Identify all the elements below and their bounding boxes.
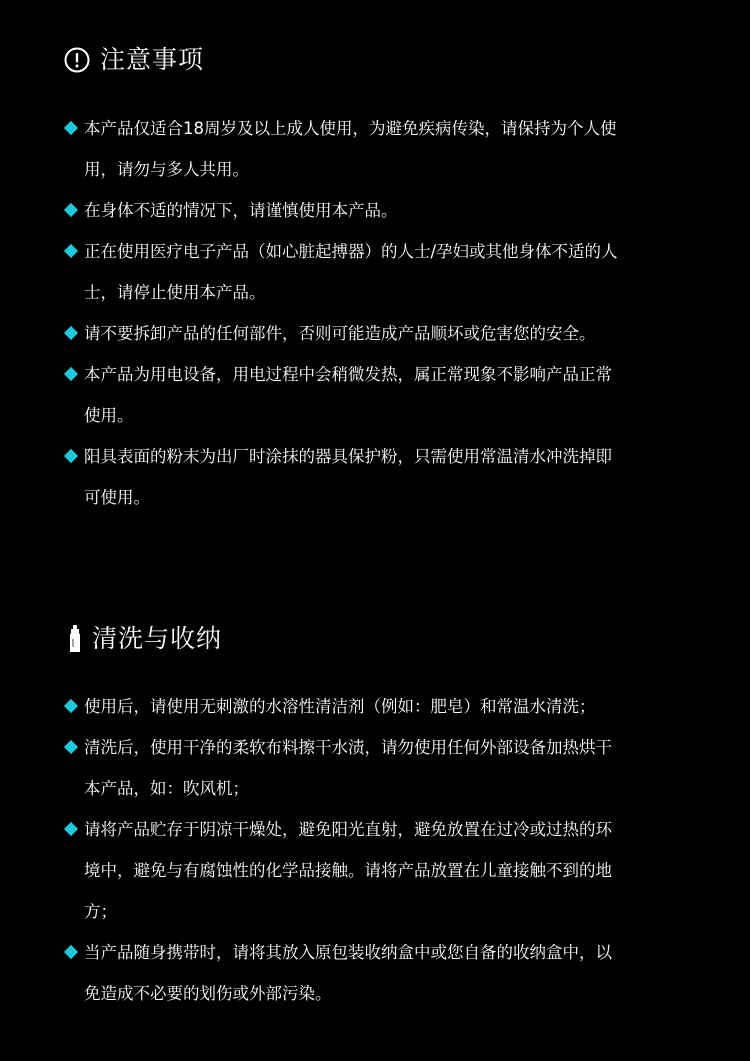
list-item (64, 932, 694, 1014)
diamond-bullet-icon (64, 203, 78, 217)
diamond-bullet-icon (64, 740, 78, 754)
diamond-bullet-icon (64, 244, 78, 258)
list-item (64, 727, 694, 809)
cleaning-list (64, 686, 694, 1014)
cleaning-title: 清洗与收纳 (92, 624, 223, 653)
list-item-text: 请将产品贮存于阴凉干燥处，避免阳光直射，避免放置在过冷或过热的环 境中，避免与有腐蚀性的化学品接触。请将产品放置在儿童接触不到的地 方； (84, 820, 612, 921)
list-item (64, 436, 694, 518)
exclamation-circle-icon (64, 47, 90, 73)
list-item-text: 当产品随身携带时，请将其放入原包装收纳盒中或您自备的收纳盒中，以 免造成不必要的划伤或外部污染。 (84, 943, 612, 1003)
list-item-text: 本产品为用电设备，用电过程中会稍微发热，属正常现象不影响产品正常 使用。 (84, 365, 612, 425)
diamond-bullet-icon (64, 449, 78, 463)
list-item (64, 190, 694, 231)
list-item (64, 686, 694, 727)
notice-list (64, 108, 694, 518)
list-item-text: 本产品仅适合18周岁及以上成人使用，为避免疾病传染，请保持为个人使 用，请勿与多人共用。 (84, 119, 617, 179)
diamond-bullet-icon (64, 945, 78, 959)
diamond-bullet-icon (64, 699, 78, 713)
list-item-text: 清洗后，使用干净的柔软布料擦干水渍，请勿使用任何外部设备加热烘干 本产品，如：吹风机； (84, 738, 612, 798)
list-item-text: 在身体不适的情况下，请谨慎使用本产品。 (84, 201, 398, 220)
spray-bottle-icon (68, 625, 82, 653)
list-item-text: 正在使用医疗电子产品（如心脏起搏器）的人士/孕妇或其他身体不适的人 士，请停止使用本产品。 (84, 242, 618, 302)
list-item-text: 阳具表面的粉末为出厂时涂抹的器具保护粉，只需使用常温清水冲洗掉即 可使用。 (84, 447, 612, 507)
diamond-bullet-icon (64, 121, 78, 135)
cleaning-header (64, 621, 222, 657)
list-item-text: 请不要拆卸产品的任何部件，否则可能造成产品顺坏或危害您的安全。 (84, 324, 596, 343)
list-item (64, 354, 694, 436)
list-item (64, 231, 694, 313)
diamond-bullet-icon (64, 822, 78, 836)
list-item (64, 108, 694, 190)
list-item (64, 809, 694, 932)
list-item-text: 使用后，请使用无刺激的水溶性清洁剂（例如：肥皂）和常温水清洗； (84, 697, 596, 716)
notice-header (64, 42, 204, 78)
diamond-bullet-icon (64, 367, 78, 381)
notice-title: 注意事项 (100, 45, 205, 74)
diamond-bullet-icon (64, 326, 78, 340)
list-item (64, 313, 694, 354)
